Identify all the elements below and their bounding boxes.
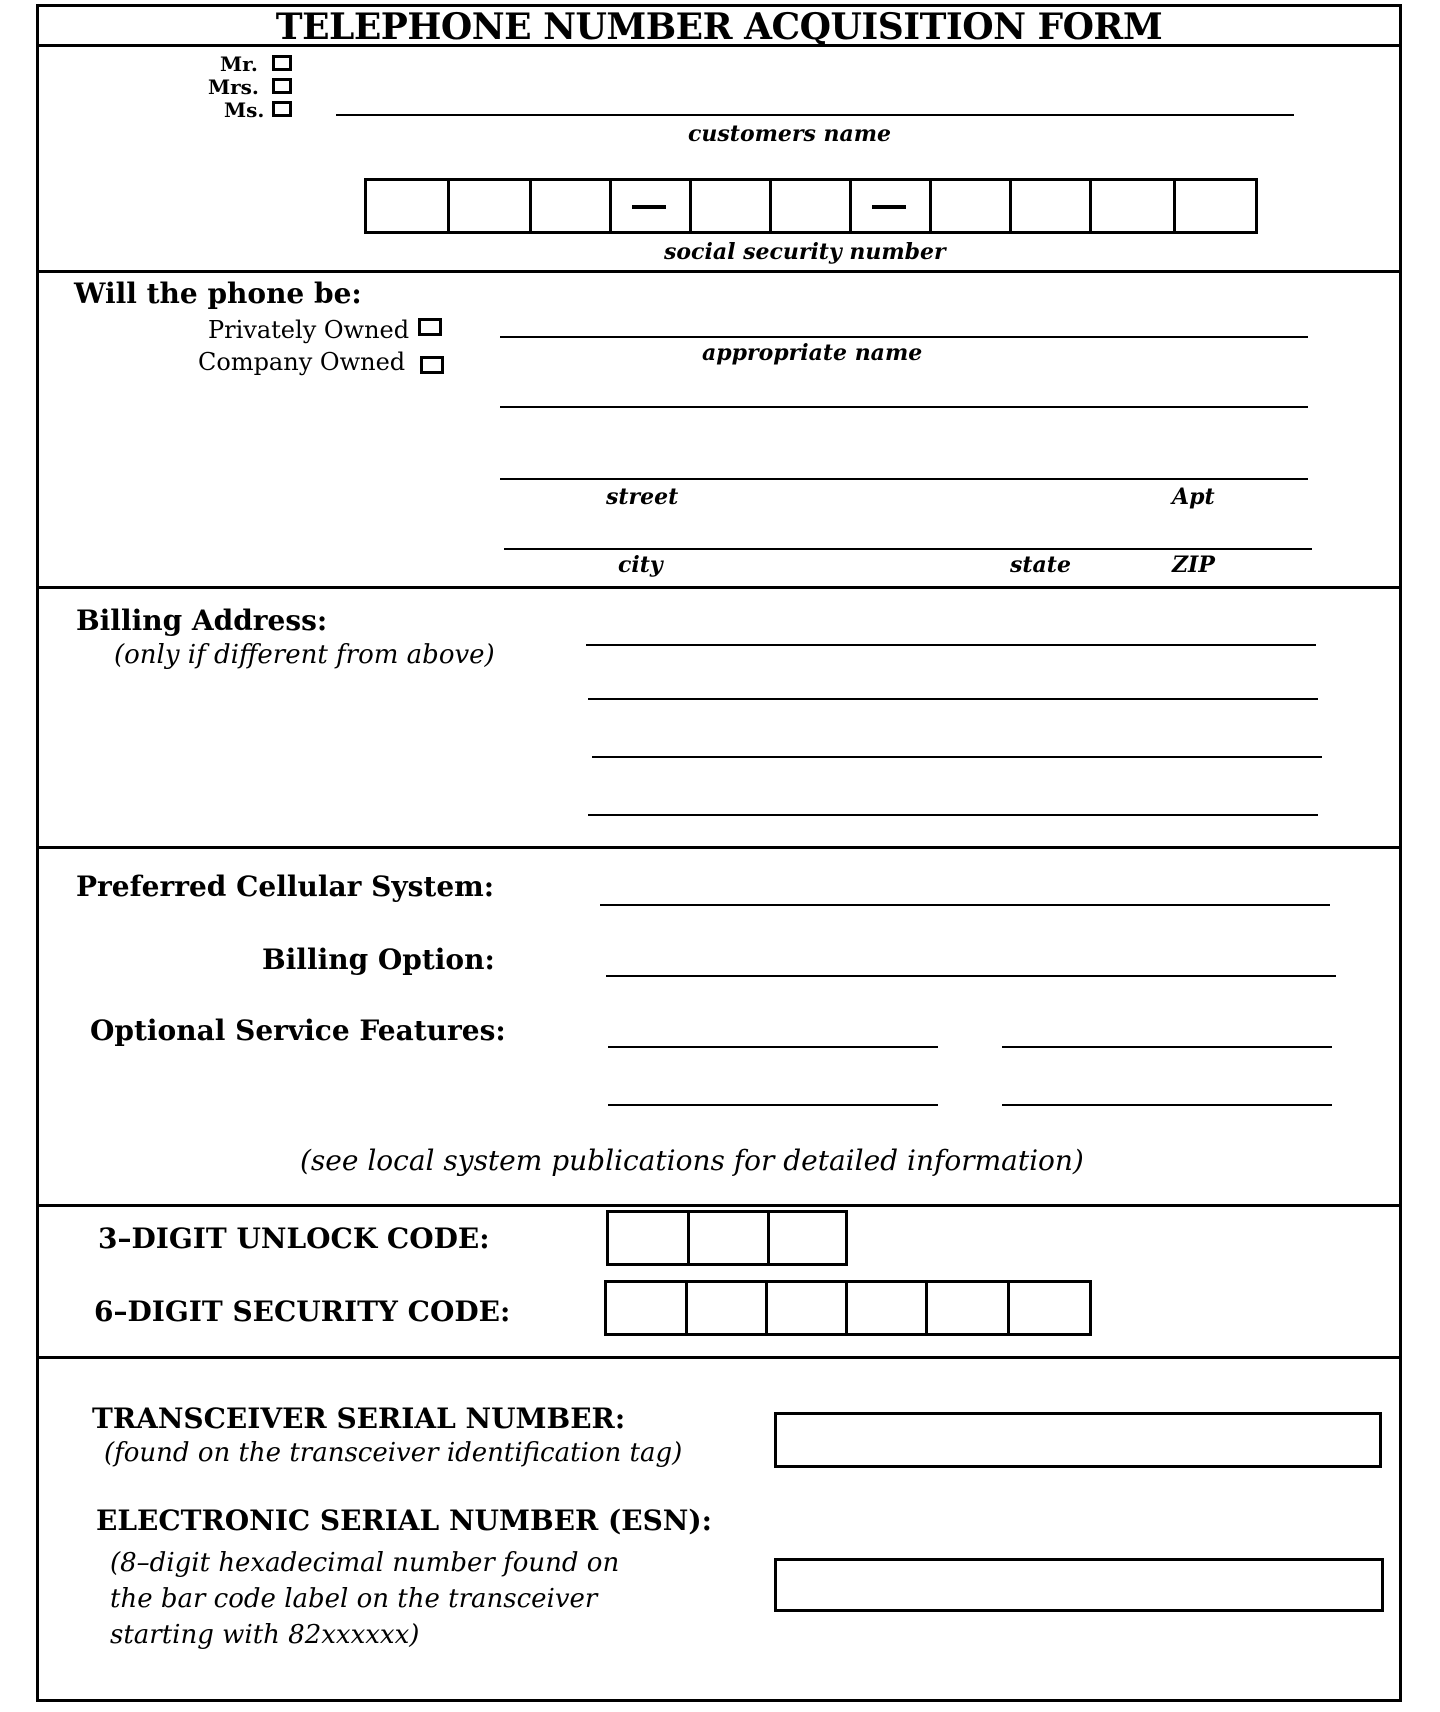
ssn-input[interactable] [364,178,1258,234]
esn-note-line-2: the bar code label on the transceiver [110,1584,598,1614]
unlock-code-input[interactable] [606,1210,848,1266]
ssn-dash [632,205,666,209]
billing-option-label: Billing Option: [262,943,495,976]
section-divider [36,846,1402,849]
ownership-question: Will the phone be: [74,277,362,310]
security-code-input[interactable] [604,1280,1092,1336]
ms-checkbox[interactable] [272,101,292,117]
mrs-checkbox[interactable] [272,78,292,94]
city-state-zip-line[interactable] [504,548,1312,550]
mr-checkbox[interactable] [272,55,292,71]
state-label: state [1010,552,1071,578]
feature-line-2[interactable] [1002,1046,1332,1048]
esn-note-line-1: (8–digit hexadecimal number found on [110,1548,620,1578]
billing-address-note: (only if different from above) [114,640,495,670]
ssn-label: social security number [664,239,946,265]
optional-features-label: Optional Service Features: [90,1014,506,1047]
esn-note-line-3: starting with 82xxxxxx) [110,1620,420,1650]
privately-owned-label: Privately Owned [208,316,410,344]
ssn-dash [872,205,906,209]
billing-line-4[interactable] [588,814,1318,816]
transceiver-serial-label: TRANSCEIVER SERIAL NUMBER: [92,1402,626,1435]
company-owned-checkbox[interactable] [420,356,444,374]
billing-line-1[interactable] [586,644,1316,646]
mr-label: Mr. [220,52,258,76]
address-line-1[interactable] [500,406,1308,408]
section-divider [36,1356,1402,1359]
appropriate-name-line[interactable] [500,336,1308,338]
billing-option-line[interactable] [606,975,1336,977]
privately-owned-checkbox[interactable] [418,318,442,336]
street-label: street [606,484,679,510]
zip-label: ZIP [1172,552,1215,578]
billing-line-3[interactable] [592,756,1322,758]
billing-line-2[interactable] [588,698,1318,700]
city-label: city [618,552,663,578]
section-divider [36,270,1402,273]
esn-label: ELECTRONIC SERIAL NUMBER (ESN): [96,1504,712,1537]
appropriate-name-label: appropriate name [702,340,923,366]
mrs-label: Mrs. [208,75,259,99]
section-divider [36,586,1402,589]
title-divider [36,44,1402,47]
ms-label: Ms. [224,98,265,122]
preferred-cellular-label: Preferred Cellular System: [76,870,495,903]
transceiver-serial-input[interactable] [774,1412,1382,1468]
customer-name-label: customers name [688,121,892,147]
apt-label: Apt [1172,484,1215,510]
service-note: (see local system publications for detailed information) [300,1144,1084,1177]
feature-line-4[interactable] [1002,1104,1332,1106]
billing-address-title: Billing Address: [76,604,328,637]
feature-line-3[interactable] [608,1104,938,1106]
customer-name-line[interactable] [336,114,1294,116]
company-owned-label: Company Owned [198,348,406,376]
esn-input[interactable] [774,1558,1384,1612]
form-title: TELEPHONE NUMBER ACQUISITION FORM [275,6,1163,48]
unlock-code-label: 3–DIGIT UNLOCK CODE: [98,1222,490,1255]
preferred-cellular-line[interactable] [600,904,1330,906]
security-code-label: 6–DIGIT SECURITY CODE: [94,1295,511,1328]
feature-line-1[interactable] [608,1046,938,1048]
transceiver-serial-note: (found on the transceiver identification tag) [104,1438,683,1468]
street-line[interactable] [500,478,1308,480]
section-divider [36,1204,1402,1207]
